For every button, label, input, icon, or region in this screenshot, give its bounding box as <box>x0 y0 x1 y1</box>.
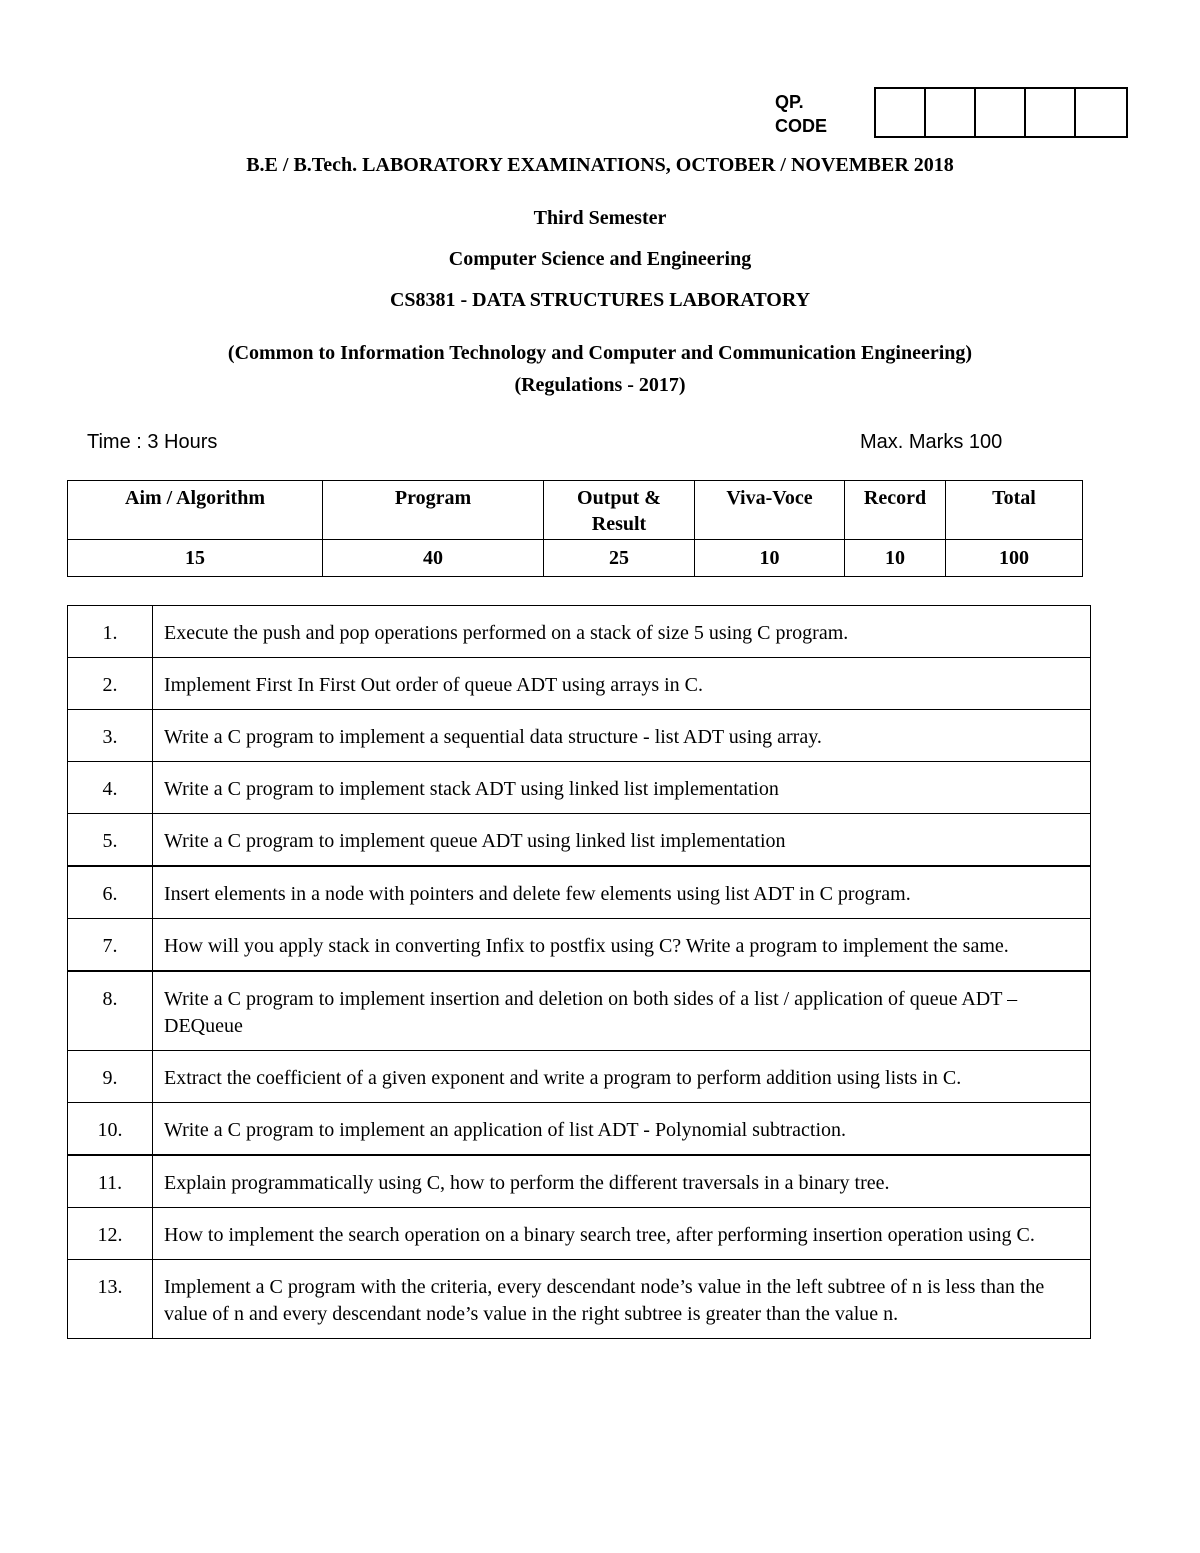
regulations: (Regulations - 2017) <box>514 374 686 396</box>
question-number: 13. <box>68 1260 153 1339</box>
question-text: Implement First In First Out order of queue ADT using arrays in C. <box>153 658 1091 710</box>
marks-value-cell: 100 <box>946 540 1083 577</box>
question-number: 4. <box>68 762 153 814</box>
question-text: Insert elements in a node with pointers and delete few elements using list ADT in C program. <box>153 866 1091 919</box>
question-number: 6. <box>68 866 153 919</box>
question-row <box>68 1051 1091 1103</box>
questions-table <box>67 605 1091 1339</box>
qp-code-label <box>775 90 827 138</box>
question-text: Write a C program to implement an application of list ADT - Polynomial subtraction. <box>153 1103 1091 1156</box>
question-text: How to implement the search operation on a binary search tree, after performing insertion operation using C. <box>153 1208 1091 1260</box>
qp-code-box[interactable] <box>876 89 926 136</box>
question-text: Write a C program to implement a sequential data structure - list ADT using array. <box>153 710 1091 762</box>
qp-code-box[interactable] <box>926 89 976 136</box>
marks-value-cell: 15 <box>68 540 323 577</box>
question-row <box>68 606 1091 658</box>
question-text: Write a C program to implement insertion and deletion on both sides of a list / application of queue ADT – DEQueue <box>153 971 1091 1051</box>
exam-duration: Time : 3 Hours <box>87 431 218 453</box>
question-row <box>68 866 1091 919</box>
question-number: 8. <box>68 971 153 1051</box>
marks-header-cell: Viva-Voce <box>695 481 845 540</box>
marks-value-cell: 10 <box>845 540 946 577</box>
question-number: 10. <box>68 1103 153 1156</box>
marks-distribution-table <box>67 480 1083 577</box>
question-text: Write a C program to implement queue ADT using linked list implementation <box>153 814 1091 867</box>
qp-code-label-line1: QP. <box>775 92 804 112</box>
question-text: How will you apply stack in converting Infix to postfix using C? Write a program to implement the same. <box>153 919 1091 972</box>
question-row <box>68 814 1091 867</box>
qp-code-box[interactable] <box>1026 89 1076 136</box>
question-text: Write a C program to implement stack ADT using linked list implementation <box>153 762 1091 814</box>
course-title: CS8381 - DATA STRUCTURES LABORATORY <box>389 289 811 311</box>
question-number: 7. <box>68 919 153 972</box>
marks-header-cell: Record <box>845 481 946 540</box>
marks-value-cell: 25 <box>544 540 695 577</box>
question-number: 1. <box>68 606 153 658</box>
question-row <box>68 658 1091 710</box>
marks-value-cell: 40 <box>323 540 544 577</box>
question-number: 9. <box>68 1051 153 1103</box>
marks-header-cell: Aim / Algorithm <box>68 481 323 540</box>
marks-header-cell: Output & Result <box>544 481 695 540</box>
question-row <box>68 1260 1091 1339</box>
question-number: 11. <box>68 1155 153 1208</box>
question-number: 3. <box>68 710 153 762</box>
question-number: 5. <box>68 814 153 867</box>
question-row <box>68 762 1091 814</box>
qp-code-box[interactable] <box>976 89 1026 136</box>
question-text: Implement a C program with the criteria, every descendant node’s value in the left subtree of n is less than the value of n and every descendant node’s value in the right subtree is greater than the value n. <box>153 1260 1091 1339</box>
max-marks: Max. Marks 100 <box>860 431 1003 453</box>
question-row <box>68 710 1091 762</box>
qp-code-box[interactable] <box>1076 89 1126 136</box>
question-row <box>68 919 1091 972</box>
question-text: Execute the push and pop operations performed on a stack of size 5 using C program. <box>153 606 1091 658</box>
department: Computer Science and Engineering <box>448 248 752 270</box>
question-text: Explain programmatically using C, how to perform the different traversals in a binary tree. <box>153 1155 1091 1208</box>
marks-header-cell: Program <box>323 481 544 540</box>
common-to: (Common to Information Technology and Computer and Communication Engineering) <box>227 342 973 364</box>
question-row <box>68 1208 1091 1260</box>
semester: Third Semester <box>533 207 667 229</box>
qp-code-label-line2: CODE <box>775 116 828 136</box>
question-number: 2. <box>68 658 153 710</box>
qp-code-boxes <box>874 87 1128 138</box>
marks-header-row <box>68 481 1083 540</box>
question-number: 12. <box>68 1208 153 1260</box>
question-row <box>68 1103 1091 1156</box>
marks-header-cell: Total <box>946 481 1083 540</box>
marks-value-row <box>68 540 1083 577</box>
question-row <box>68 1155 1091 1208</box>
exam-title: B.E / B.Tech. LABORATORY EXAMINATIONS, OCTOBER / NOVEMBER 2018 <box>246 154 954 176</box>
marks-value-cell: 10 <box>695 540 845 577</box>
question-row <box>68 971 1091 1051</box>
question-text: Extract the coefficient of a given exponent and write a program to perform addition using lists in C. <box>153 1051 1091 1103</box>
